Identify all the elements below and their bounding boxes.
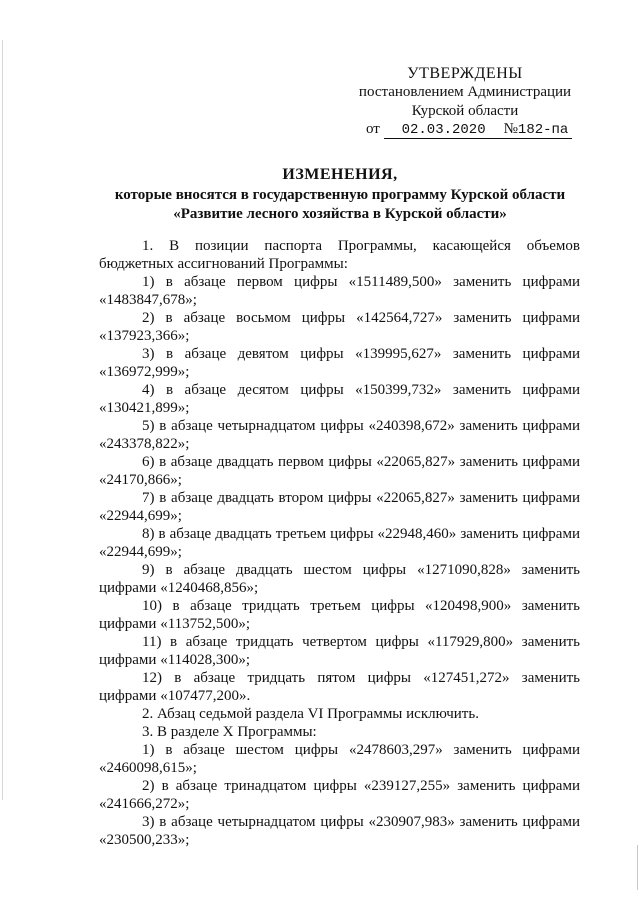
scan-edge-mark (637, 845, 638, 890)
item-3-1: 1) в абзаце шестом цифры «2478603,297» заменить цифрами «2460098,615»; (99, 742, 580, 776)
item-1-2: 2) в абзаце восьмом цифры «142564,727» заменить цифрами «137923,366»; (99, 310, 580, 344)
item-3: 3. В разделе X Программы: (142, 724, 317, 740)
approval-date: 02.03.2020 (401, 122, 486, 138)
number-underline (504, 122, 572, 139)
item-1-8: 8) в абзаце двадцать третьем цифры «22948,460» заменить цифрами «22944,699»; (99, 526, 580, 560)
item-3-3: 3) в абзаце четырнадцатом цифры «230907,983» заменить цифрами «230500,233»; (99, 814, 580, 848)
item-2: 2. Абзац седьмой раздела VI Программы исключить. (142, 706, 479, 722)
item-1-11: 11) в абзаце тридцать четвертом цифры «117929,800» заменить цифрами «114028,300»; (99, 634, 580, 668)
approval-title: УТВЕРЖДЕНЫ (407, 65, 523, 82)
item-1-4: 4) в абзаце десятом цифры «150399,732» заменить цифрами «130421,899»; (99, 382, 580, 416)
document-subtitle-2: «Развитие лесного хозяйства в Курской области» (173, 206, 507, 222)
item-1-12: 12) в абзаце тридцать пятом цифры «127451,272» заменить цифрами «107477,200». (99, 670, 580, 704)
approval-number: 182-па (517, 122, 569, 138)
document-title: ИЗМЕНЕНИЯ, (282, 166, 398, 183)
item-1-5: 5) в абзаце четырнадцатом цифры «240398,672» заменить цифрами «243378,822»; (99, 418, 580, 452)
scan-margin-line (2, 40, 3, 800)
date-underline (384, 122, 504, 139)
item-3-2: 2) в абзаце тринадцатом цифры «239127,255» заменить цифрами «241666,272»; (99, 778, 580, 812)
item-1-7: 7) в абзаце двадцать втором цифры «22065,827» заменить цифрами «22944,699»; (99, 490, 580, 524)
item-1-3: 3) в абзаце девятом цифры «139995,627» заменить цифрами «136972,999»; (99, 346, 580, 380)
item-1-10: 10) в абзаце тридцать третьем цифры «120498,900» заменить цифрами «113752,500»; (99, 598, 580, 632)
document-body (99, 237, 580, 849)
item-1-9: 9) в абзаце двадцать шестом цифры «1271090,828» заменить цифрами «1240468,856»; (99, 562, 580, 596)
approval-line-1: постановлением Администрации (358, 84, 572, 100)
document-subtitle-1: которые вносятся в государственную программу Курской области (114, 187, 566, 203)
item-1-6: 6) в абзаце двадцать первом цифры «22065,827» заменить цифрами «24170,866»; (99, 454, 580, 488)
approval-line-2: Курской области (411, 103, 519, 119)
item-1-1: 1) в абзаце первом цифры «1511489,500» заменить цифрами «1483847,678»; (99, 274, 580, 308)
approval-date-row (366, 121, 572, 139)
approval-block (340, 64, 590, 121)
date-prefix: от (366, 121, 380, 137)
number-prefix: № (503, 121, 518, 137)
item-1: 1. В позиции паспорта Программы, касающейся объемов бюджетных ассигнований Программы: (99, 238, 580, 272)
